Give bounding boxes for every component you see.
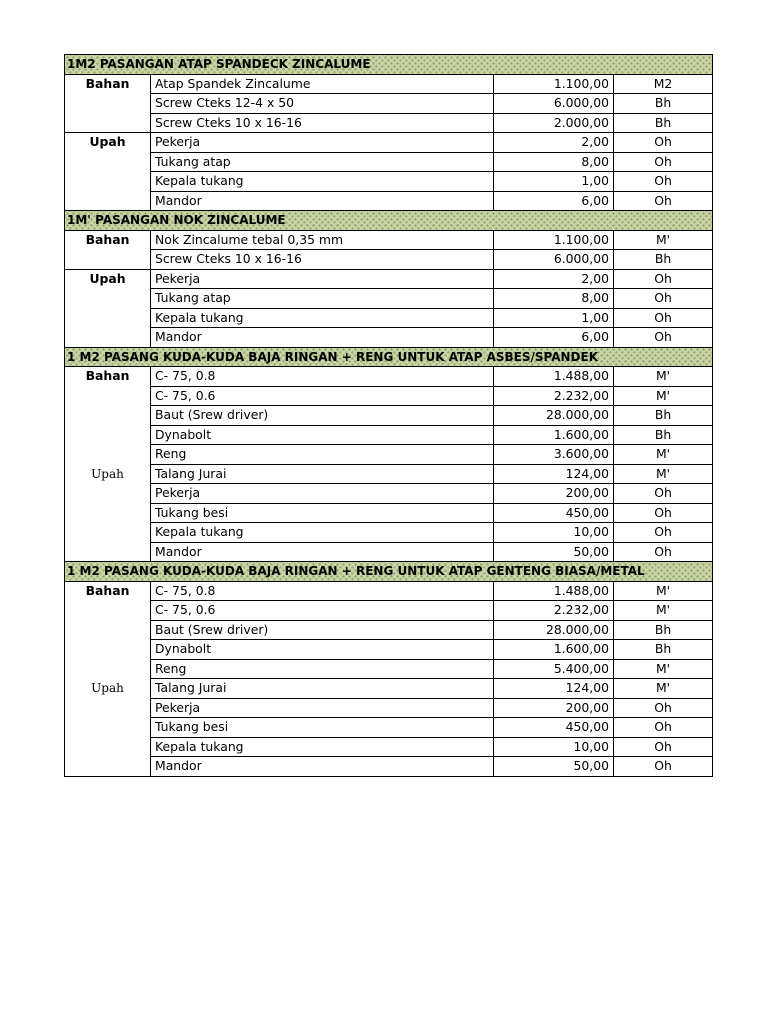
- table-row: [65, 679, 713, 699]
- item-quantity: 1.600,00: [494, 425, 614, 445]
- category-label: Upah: [65, 386, 151, 562]
- item-unit: Oh: [614, 542, 713, 562]
- item-name: Screw Cteks 12-4 x 50: [151, 94, 494, 114]
- item-unit: M': [614, 464, 713, 484]
- item-unit: Bh: [614, 113, 713, 133]
- item-quantity: 1,00: [494, 172, 614, 192]
- table-row: [65, 425, 713, 445]
- section-header: [65, 562, 713, 582]
- item-quantity: 124,00: [494, 679, 614, 699]
- item-name: Mandor: [151, 542, 494, 562]
- section-title: 1 M2 PASANG KUDA-KUDA BAJA RINGAN + RENG UNTUK ATAP GENTENG BIASA/METAL: [65, 562, 713, 582]
- item-quantity: 8,00: [494, 152, 614, 172]
- item-quantity: 450,00: [494, 503, 614, 523]
- item-name: Kepala tukang: [151, 308, 494, 328]
- item-name: Reng: [151, 659, 494, 679]
- item-name: Tukang besi: [151, 503, 494, 523]
- item-name: Mandor: [151, 191, 494, 211]
- item-quantity: 50,00: [494, 757, 614, 777]
- item-unit: M': [614, 659, 713, 679]
- item-name: Baut (Srew driver): [151, 406, 494, 426]
- item-unit: M': [614, 367, 713, 387]
- section-title: 1 M2 PASANG KUDA-KUDA BAJA RINGAN + RENG UNTUK ATAP ASBES/SPANDEK: [65, 347, 713, 367]
- item-name: C- 75, 0.8: [151, 581, 494, 601]
- item-unit: Oh: [614, 152, 713, 172]
- category-label: Upah: [65, 133, 151, 211]
- item-quantity: 2.232,00: [494, 386, 614, 406]
- table-row: [65, 113, 713, 133]
- section-title: 1M' PASANGAN NOK ZINCALUME: [65, 211, 713, 231]
- table-row: [65, 152, 713, 172]
- section-header: [65, 55, 713, 75]
- item-unit: Oh: [614, 484, 713, 504]
- item-unit: M': [614, 601, 713, 621]
- table-row: [65, 640, 713, 660]
- table-row: [65, 94, 713, 114]
- item-quantity: 1.100,00: [494, 230, 614, 250]
- section-header: [65, 347, 713, 367]
- item-unit: Bh: [614, 406, 713, 426]
- table-row: [65, 328, 713, 348]
- category-label: Bahan: [65, 581, 151, 601]
- table-row: [65, 367, 713, 387]
- item-unit: Oh: [614, 718, 713, 738]
- item-quantity: 450,00: [494, 718, 614, 738]
- item-name: Kepala tukang: [151, 523, 494, 543]
- table-row: [65, 386, 713, 406]
- item-quantity: 3.600,00: [494, 445, 614, 465]
- item-unit: Bh: [614, 425, 713, 445]
- item-unit: M2: [614, 74, 713, 94]
- item-name: Reng: [151, 445, 494, 465]
- item-quantity: 6.000,00: [494, 250, 614, 270]
- table-row: [65, 133, 713, 153]
- item-quantity: 200,00: [494, 698, 614, 718]
- table-row: [65, 172, 713, 192]
- item-quantity: 28.000,00: [494, 620, 614, 640]
- item-unit: M': [614, 230, 713, 250]
- table-row: [65, 406, 713, 426]
- item-quantity: 6,00: [494, 191, 614, 211]
- item-name: Pekerja: [151, 269, 494, 289]
- item-name: Tukang atap: [151, 289, 494, 309]
- item-unit: M': [614, 581, 713, 601]
- item-unit: Bh: [614, 250, 713, 270]
- category-label: Bahan: [65, 74, 151, 133]
- item-unit: Bh: [614, 94, 713, 114]
- item-name: Screw Cteks 10 x 16-16: [151, 250, 494, 270]
- cost-table: [64, 54, 713, 777]
- item-name: Dynabolt: [151, 425, 494, 445]
- item-name: Pekerja: [151, 133, 494, 153]
- item-quantity: 1.600,00: [494, 640, 614, 660]
- table-row: [65, 464, 713, 484]
- item-unit: Oh: [614, 172, 713, 192]
- item-name: Kepala tukang: [151, 737, 494, 757]
- item-name: Pekerja: [151, 698, 494, 718]
- item-quantity: 8,00: [494, 289, 614, 309]
- item-quantity: 6.000,00: [494, 94, 614, 114]
- table-row: [65, 191, 713, 211]
- item-unit: Oh: [614, 289, 713, 309]
- item-name: C- 75, 0.8: [151, 367, 494, 387]
- table-row: [65, 230, 713, 250]
- item-name: Mandor: [151, 328, 494, 348]
- table-row: [65, 250, 713, 270]
- table-row: [65, 718, 713, 738]
- item-name: Screw Cteks 10 x 16-16: [151, 113, 494, 133]
- table-row: [65, 581, 713, 601]
- cost-table-body: [65, 55, 713, 777]
- item-quantity: 10,00: [494, 737, 614, 757]
- item-name: Tukang besi: [151, 718, 494, 738]
- table-row: [65, 503, 713, 523]
- item-name: Talang Jurai: [151, 464, 494, 484]
- item-name: C- 75, 0.6: [151, 386, 494, 406]
- category-label: Bahan: [65, 367, 151, 387]
- item-quantity: 50,00: [494, 542, 614, 562]
- table-row: [65, 737, 713, 757]
- cost-analysis-sheet: [64, 54, 712, 777]
- item-unit: Oh: [614, 191, 713, 211]
- item-name: Nok Zincalume tebal 0,35 mm: [151, 230, 494, 250]
- table-row: [65, 523, 713, 543]
- table-row: [65, 269, 713, 289]
- item-quantity: 28.000,00: [494, 406, 614, 426]
- table-row: [65, 308, 713, 328]
- table-row: [65, 757, 713, 777]
- table-row: [65, 659, 713, 679]
- item-name: Kepala tukang: [151, 172, 494, 192]
- item-quantity: 1,00: [494, 308, 614, 328]
- item-name: Atap Spandek Zincalume: [151, 74, 494, 94]
- item-quantity: 1.100,00: [494, 74, 614, 94]
- item-quantity: 2.232,00: [494, 601, 614, 621]
- item-unit: Oh: [614, 328, 713, 348]
- item-unit: Oh: [614, 698, 713, 718]
- item-quantity: 2,00: [494, 133, 614, 153]
- item-quantity: 2,00: [494, 269, 614, 289]
- section-header: [65, 211, 713, 231]
- item-name: Mandor: [151, 757, 494, 777]
- item-unit: M': [614, 679, 713, 699]
- category-label: Bahan: [65, 230, 151, 269]
- item-unit: Oh: [614, 133, 713, 153]
- table-row: [65, 74, 713, 94]
- table-row: [65, 484, 713, 504]
- item-quantity: 200,00: [494, 484, 614, 504]
- table-row: [65, 445, 713, 465]
- item-unit: Oh: [614, 757, 713, 777]
- item-name: Tukang atap: [151, 152, 494, 172]
- item-unit: Oh: [614, 503, 713, 523]
- item-unit: Oh: [614, 737, 713, 757]
- item-name: Dynabolt: [151, 640, 494, 660]
- item-name: Talang Jurai: [151, 679, 494, 699]
- table-row: [65, 542, 713, 562]
- item-unit: Oh: [614, 523, 713, 543]
- item-quantity: 6,00: [494, 328, 614, 348]
- item-name: Pekerja: [151, 484, 494, 504]
- item-unit: Bh: [614, 620, 713, 640]
- category-label: Upah: [65, 601, 151, 777]
- item-unit: Bh: [614, 640, 713, 660]
- item-quantity: 1.488,00: [494, 367, 614, 387]
- table-row: [65, 601, 713, 621]
- item-unit: Oh: [614, 269, 713, 289]
- item-quantity: 5.400,00: [494, 659, 614, 679]
- item-name: C- 75, 0.6: [151, 601, 494, 621]
- item-quantity: 2.000,00: [494, 113, 614, 133]
- item-name: Baut (Srew driver): [151, 620, 494, 640]
- item-unit: Oh: [614, 308, 713, 328]
- table-row: [65, 698, 713, 718]
- table-row: [65, 620, 713, 640]
- item-quantity: 124,00: [494, 464, 614, 484]
- table-row: [65, 289, 713, 309]
- section-title: 1M2 PASANGAN ATAP SPANDECK ZINCALUME: [65, 55, 713, 75]
- item-quantity: 10,00: [494, 523, 614, 543]
- item-unit: M': [614, 445, 713, 465]
- item-quantity: 1.488,00: [494, 581, 614, 601]
- item-unit: M': [614, 386, 713, 406]
- category-label: Upah: [65, 269, 151, 347]
